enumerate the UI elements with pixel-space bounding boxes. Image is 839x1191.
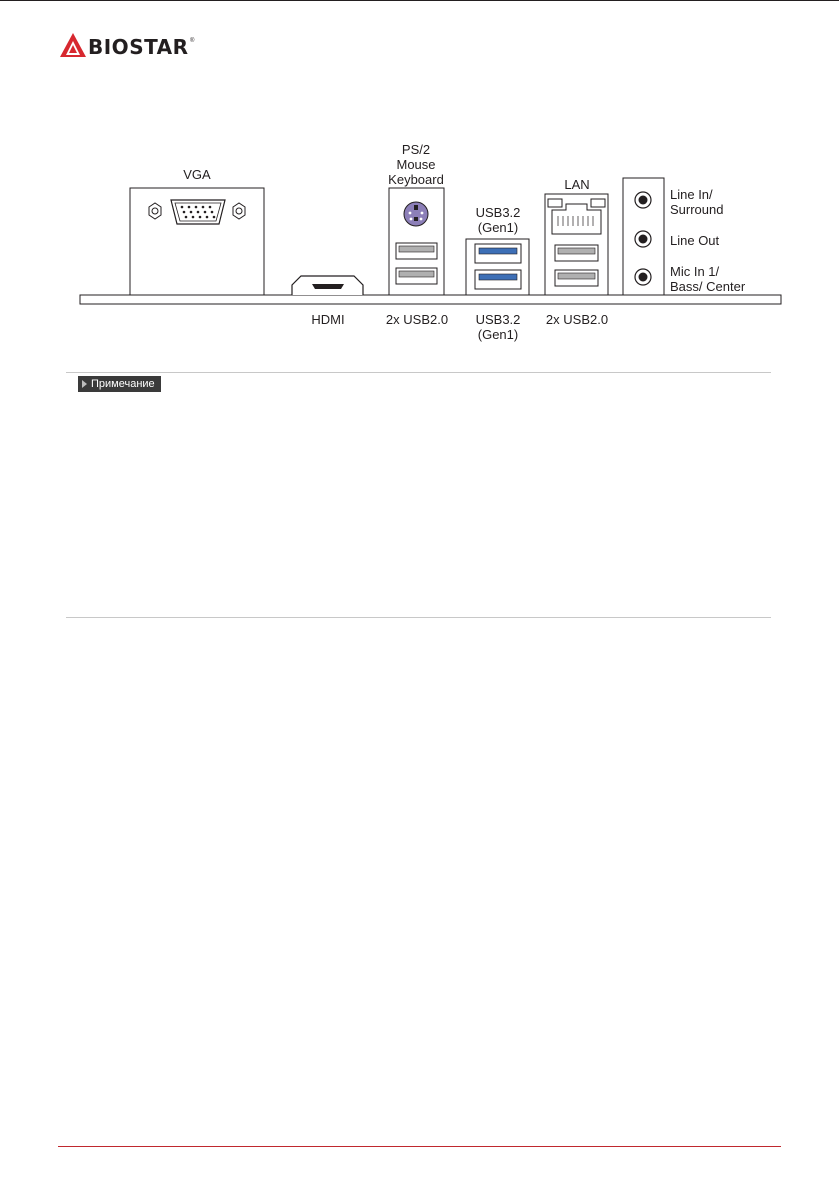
note-badge — [78, 376, 161, 392]
label-ps2-line2: Mouse — [396, 157, 436, 172]
vga-screw-right-icon — [233, 203, 245, 219]
label-mic-in-line1: Mic In 1/ — [670, 264, 720, 279]
brand-mark: ® — [190, 38, 195, 44]
label-line-in-line1: Line In/ — [670, 187, 713, 202]
vga-port — [130, 188, 264, 295]
label-lan: LAN — [564, 177, 590, 192]
usb2-port-icon — [555, 270, 598, 286]
io-shield-bar — [80, 295, 781, 304]
footer-rule — [58, 1146, 781, 1147]
lan-port-icon — [548, 199, 605, 234]
label-mic-in-line2: Bass/ Center — [670, 279, 746, 294]
label-ps2-line1: PS/2 — [401, 142, 431, 157]
label-usb32-top-line2: (Gen1) — [477, 220, 519, 235]
note-label: Примечание — [91, 378, 155, 390]
mic-in-jack-icon — [635, 269, 651, 285]
usb2-port-icon — [396, 243, 437, 259]
label-line-in-line2: Surround — [670, 202, 724, 217]
label-usb32-top-line1: USB3.2 — [475, 205, 521, 220]
line-in-jack-icon — [635, 192, 651, 208]
label-usb20-right: 2x USB2.0 — [545, 312, 609, 327]
label-hdmi: HDMI — [311, 312, 345, 327]
brand-name: BIOSTAR — [88, 35, 189, 59]
triangle-right-icon — [82, 380, 87, 388]
hdmi-port — [292, 276, 363, 295]
usb3-stack — [466, 239, 529, 295]
label-usb20-left: 2x USB2.0 — [385, 312, 449, 327]
line-out-jack-icon — [635, 231, 651, 247]
label-usb32-bottom-line1: USB3.2 — [475, 312, 521, 327]
ps2-port-icon — [404, 202, 428, 226]
note-bottom-rule — [66, 617, 771, 618]
lan-usb2-stack — [545, 194, 608, 295]
ps2-usb2-stack — [389, 188, 444, 295]
label-usb32-bottom-line2: (Gen1) — [477, 327, 519, 342]
usb2-port-icon — [555, 245, 598, 261]
label-vga: VGA — [183, 167, 211, 182]
audio-jack-stack — [623, 178, 664, 295]
label-ps2-line3: Keyboard — [388, 172, 444, 187]
usb3-port-icon — [475, 244, 521, 263]
usb2-port-icon — [396, 268, 437, 284]
note-top-rule — [66, 372, 771, 373]
vga-screw-left-icon — [149, 203, 161, 219]
label-line-out: Line Out — [670, 233, 720, 248]
usb3-port-icon — [475, 270, 521, 289]
